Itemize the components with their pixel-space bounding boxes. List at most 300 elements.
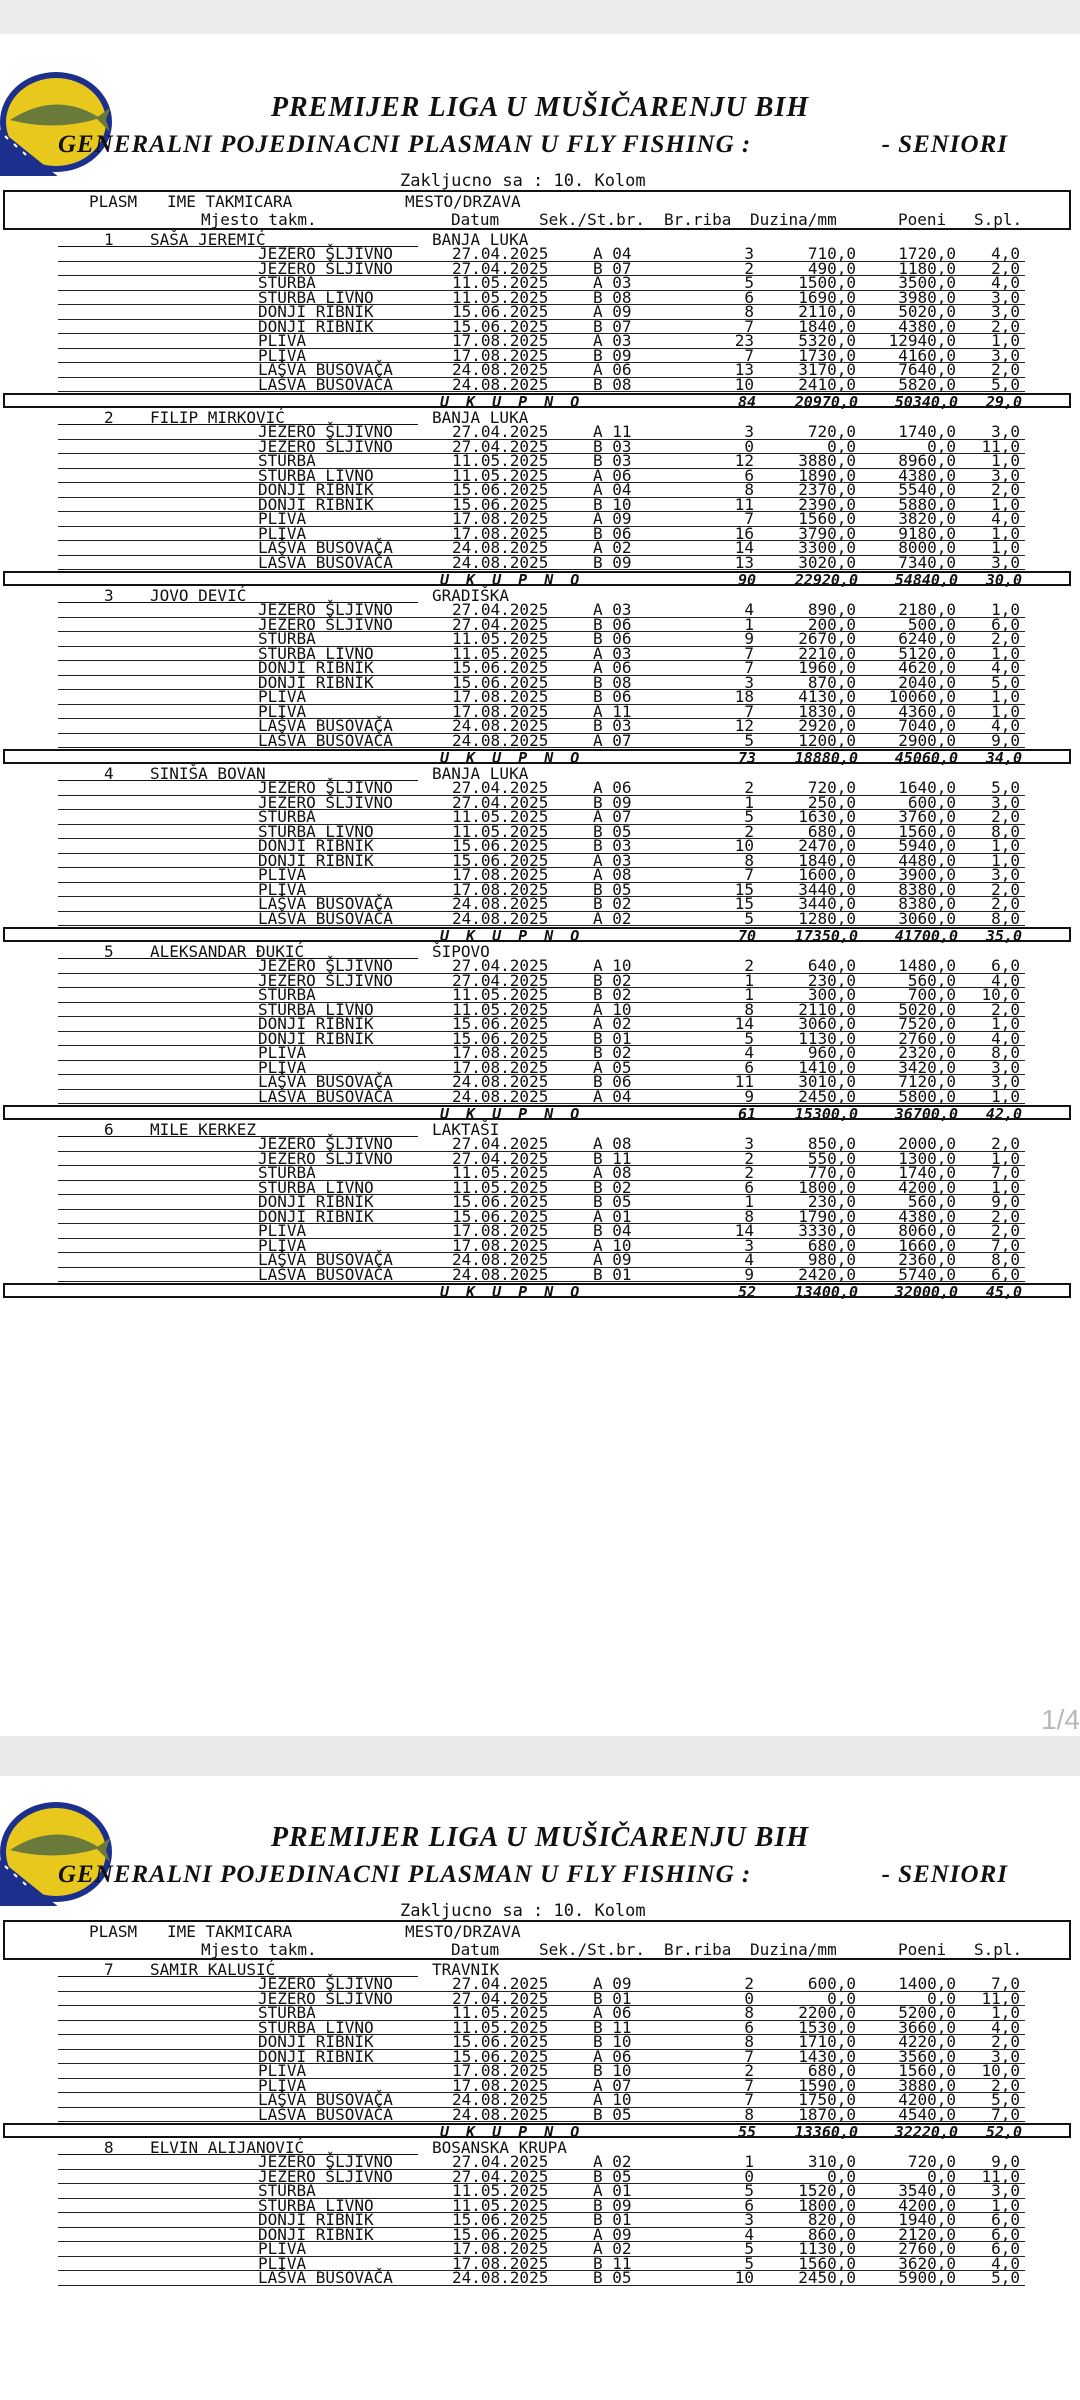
venue-cell: DONJI RIBNIK (258, 2210, 374, 2229)
column-header-box (3, 1920, 1071, 1960)
page-number: 1/4 (1041, 1704, 1080, 1735)
date-cell: 27.04.2025 (452, 614, 549, 634)
competitor-name: FILIP MIRKOVIĆ (150, 408, 285, 427)
sector-cell: B 05 (593, 879, 632, 899)
points-cell: 0,0 (927, 436, 956, 456)
sector-cell: B 11 (593, 2017, 632, 2037)
sector-place-cell: 3,0 (991, 345, 1020, 365)
points-cell: 8060,0 (898, 1221, 956, 1240)
venue-cell: STURBA LIVNO (258, 287, 374, 307)
date-cell: 27.04.2025 (452, 258, 549, 278)
sector-place-cell: 1,0 (991, 538, 1020, 557)
points-cell: 560,0 (907, 970, 956, 990)
competitor-city: LAKTAŠI (432, 1120, 500, 1139)
date-cell: 17.08.2025 (452, 879, 549, 899)
sector-place-cell: 1,0 (991, 1014, 1020, 1033)
fish-count-cell: 8 (744, 2003, 754, 2022)
date-cell: 27.04.2025 (452, 1974, 549, 1993)
total-label: U K U P N O (440, 1105, 584, 1123)
venue-cell: JEZERO ŠLJIVNO (258, 970, 393, 990)
sector-place-cell: 2,0 (991, 1206, 1020, 1226)
length-cell: 1130,0 (798, 2239, 856, 2258)
venue-cell: PLIVA (258, 331, 307, 350)
fish-count-cell: 23 (734, 331, 754, 350)
competitor-name: SINIŠA BOVAN (150, 764, 266, 783)
fish-count-cell: 10 (734, 2268, 754, 2287)
length-cell: 3790,0 (798, 523, 856, 543)
document-title: PREMIJER LIGA U MUŠIČARENJU BIH (270, 1822, 810, 1853)
date-cell: 15.06.2025 (452, 2046, 549, 2066)
length-cell: 1520,0 (798, 2181, 856, 2200)
date-cell: 24.08.2025 (452, 2090, 549, 2109)
points-cell: 1560,0 (898, 821, 956, 841)
length-cell: 1630,0 (798, 807, 856, 826)
fish-count-cell: 11 (734, 494, 754, 514)
competitor-city: TRAVNIK (432, 1960, 500, 1979)
fish-count-cell: 6 (744, 287, 754, 307)
fish-count-cell: 0 (744, 436, 754, 456)
length-cell: 2110,0 (798, 302, 856, 321)
document-title: PREMIJER LIGA U MUŠIČARENJU BIH (270, 92, 810, 123)
fish-count-cell: 9 (744, 629, 754, 648)
sector-cell: A 02 (593, 2239, 632, 2258)
sector-place-cell: 2,0 (991, 2075, 1020, 2095)
length-cell: 550,0 (807, 1148, 856, 1168)
length-cell: 1130,0 (798, 1028, 856, 1048)
col-city: MESTO/DRZAVA (405, 192, 521, 211)
venue-cell: LAŠVA BUSOVAČA (258, 552, 393, 572)
sector-cell: A 03 (593, 331, 632, 350)
sector-place-cell: 8,0 (991, 821, 1020, 841)
length-cell: 3020,0 (798, 552, 856, 572)
col-length: Duzina/mm (750, 1940, 837, 1959)
venue-cell: PLIVA (258, 2075, 307, 2095)
col-date: Datum (451, 1940, 500, 1959)
date-cell: 17.08.2025 (452, 331, 549, 350)
sector-place-cell: 7,0 (991, 1974, 1020, 1993)
length-cell: 0,0 (827, 1988, 856, 2008)
sector-place-cell: 4,0 (991, 2017, 1020, 2037)
competitor-city: GRADIŠKA (432, 586, 510, 605)
venue-cell: JEZERO ŠLJIVNO (258, 2166, 393, 2186)
fish-count-cell: 7 (744, 2075, 754, 2095)
fish-count-cell: 14 (734, 1014, 754, 1033)
fish-count-cell: 4 (744, 1043, 754, 1062)
date-cell: 24.08.2025 (452, 716, 549, 735)
length-cell: 720,0 (807, 422, 856, 441)
sector-place-cell: 1,0 (991, 523, 1020, 543)
sector-cell: A 06 (593, 360, 632, 379)
length-cell: 2200,0 (798, 2003, 856, 2022)
venue-cell: STURBA (258, 451, 316, 470)
sector-place-cell: 7,0 (991, 2104, 1020, 2124)
venue-cell: LAŠVA BUSOVAČA (258, 1086, 393, 1106)
sector-cell: B 06 (593, 614, 632, 634)
points-cell: 3980,0 (898, 287, 956, 307)
col-plasm: PLASM (89, 192, 138, 211)
sector-cell: B 02 (593, 1043, 632, 1062)
date-cell: 24.08.2025 (452, 730, 549, 750)
length-cell: 3330,0 (798, 1221, 856, 1240)
competitor-block (0, 1960, 1080, 2141)
venue-cell: DONJI RIBNIK (258, 480, 374, 499)
sector-cell: A 09 (593, 2224, 632, 2244)
date-cell: 15.06.2025 (452, 1014, 549, 1033)
date-cell: 11.05.2025 (452, 643, 549, 663)
competitor-block (0, 230, 1080, 411)
length-cell: 2370,0 (798, 480, 856, 499)
length-cell: 230,0 (807, 970, 856, 990)
sector-cell: A 10 (593, 956, 632, 975)
fish-count-cell: 1 (744, 2152, 754, 2171)
points-cell: 4540,0 (898, 2104, 956, 2124)
total-length-cell: 17350,0 (794, 927, 858, 945)
sector-place-cell: 2,0 (991, 258, 1020, 278)
fish-count-cell: 14 (734, 538, 754, 557)
length-cell: 200,0 (807, 614, 856, 634)
placement: 1 (104, 230, 114, 249)
venue-cell: PLIVA (258, 2061, 307, 2080)
sector-cell: B 02 (593, 894, 632, 913)
venue-cell: JEZERO ŠLJIVNO (258, 600, 393, 619)
length-cell: 2110,0 (798, 999, 856, 1019)
venue-cell: LAŠVA BUSOVAČA (258, 1250, 393, 1269)
sector-place-cell: 11,0 (981, 436, 1020, 456)
fish-count-cell: 9 (744, 1086, 754, 1106)
date-cell: 27.04.2025 (452, 1988, 549, 2008)
date-cell: 15.06.2025 (452, 2032, 549, 2051)
sector-cell: B 01 (593, 2210, 632, 2229)
points-cell: 5900,0 (898, 2268, 956, 2287)
venue-cell: PLIVA (258, 509, 307, 528)
points-cell: 2320,0 (898, 1043, 956, 1062)
points-cell: 1300,0 (898, 1148, 956, 1168)
sector-cell: A 06 (593, 778, 632, 797)
subtitle-left: GENERALNI POJEDINACNI PLASMAN U FLY FISHING : (58, 1861, 752, 1888)
sector-cell: A 04 (593, 244, 632, 263)
fish-count-cell: 6 (744, 1057, 754, 1077)
fish-count-cell: 4 (744, 600, 754, 619)
sector-place-cell: 3,0 (991, 792, 1020, 812)
closed-round-note: Zakljucno sa : 10. Kolom (400, 1901, 646, 1921)
sector-place-cell: 1,0 (991, 1086, 1020, 1106)
fish-count-cell: 16 (734, 523, 754, 543)
venue-cell: STURBA (258, 629, 316, 648)
date-cell: 27.04.2025 (452, 778, 549, 797)
length-cell: 1690,0 (798, 287, 856, 307)
sector-place-cell: 1,0 (991, 1148, 1020, 1168)
points-cell: 5540,0 (898, 480, 956, 499)
sector-place-cell: 2,0 (991, 807, 1020, 826)
sector-cell: B 10 (593, 494, 632, 514)
venue-cell: DONJI RIBNIK (258, 2224, 374, 2244)
fish-count-cell: 5 (744, 273, 754, 292)
sector-place-cell: 2,0 (991, 1221, 1020, 1240)
sector-place-cell: 7,0 (991, 1163, 1020, 1182)
points-cell: 3500,0 (898, 273, 956, 292)
points-cell: 4160,0 (898, 345, 956, 365)
points-cell: 1400,0 (898, 1974, 956, 1993)
sector-cell: B 10 (593, 2061, 632, 2080)
sector-cell: A 03 (593, 273, 632, 292)
fish-count-cell: 6 (744, 465, 754, 485)
points-cell: 5740,0 (898, 1264, 956, 1284)
points-cell: 5800,0 (898, 1086, 956, 1106)
fish-count-cell: 6 (744, 2017, 754, 2037)
sector-place-cell: 4,0 (991, 970, 1020, 990)
length-cell: 1890,0 (798, 465, 856, 485)
col-plasm: PLASM (89, 1922, 138, 1941)
fish-count-cell: 3 (744, 2210, 754, 2229)
points-cell: 10060,0 (888, 687, 956, 706)
venue-cell: STURBA LIVNO (258, 2017, 374, 2037)
length-cell: 1560,0 (798, 2253, 856, 2273)
competitor-name: SAMIR KALUSIĆ (150, 1960, 276, 1979)
points-cell: 8960,0 (898, 451, 956, 470)
length-cell: 310,0 (807, 2152, 856, 2171)
fish-count-cell: 5 (744, 1028, 754, 1048)
venue-cell: DONJI RIBNIK (258, 1192, 374, 1211)
points-cell: 500,0 (907, 614, 956, 634)
competitor-city: BANJA LUKA (432, 230, 529, 249)
fish-count-cell: 8 (744, 302, 754, 321)
length-cell: 4130,0 (798, 687, 856, 706)
competitor-block (0, 1120, 1080, 1301)
sector-cell: A 03 (593, 850, 632, 870)
competitor-name: MILE KERKEZ (150, 1120, 256, 1139)
sector-place-cell: 1,0 (991, 600, 1020, 619)
fish-count-cell: 10 (734, 374, 754, 394)
competitor-block (0, 586, 1080, 767)
length-cell: 860,0 (807, 2224, 856, 2244)
sector-cell: A 08 (593, 865, 632, 884)
date-cell: 27.04.2025 (452, 1148, 549, 1168)
subtitle-left: GENERALNI POJEDINACNI PLASMAN U FLY FISHING : (58, 131, 752, 158)
fish-count-cell: 3 (744, 1235, 754, 1255)
fish-count-cell: 6 (744, 2195, 754, 2215)
points-cell: 3820,0 (898, 509, 956, 528)
sector-place-cell: 1,0 (991, 494, 1020, 514)
venue-cell: LAŠVA BUSOVAČA (258, 908, 393, 928)
points-cell: 1940,0 (898, 2210, 956, 2229)
fish-count-cell: 1 (744, 985, 754, 1004)
venue-cell: PLIVA (258, 865, 307, 884)
column-header-box (3, 190, 1071, 230)
length-cell: 0,0 (827, 2166, 856, 2186)
fish-count-cell: 2 (744, 1974, 754, 1993)
points-cell: 8380,0 (898, 879, 956, 899)
total-sector-place-cell: 29,0 (985, 393, 1022, 411)
venue-cell: DONJI RIBNIK (258, 658, 374, 677)
placement: 2 (104, 408, 114, 427)
sector-place-cell: 2,0 (991, 1134, 1020, 1153)
sector-cell: B 02 (593, 985, 632, 1004)
fish-count-cell: 2 (744, 258, 754, 278)
sector-place-cell: 1,0 (991, 701, 1020, 721)
venue-cell: DONJI RIBNIK (258, 1206, 374, 1226)
points-cell: 4380,0 (898, 465, 956, 485)
fish-count-cell: 8 (744, 2104, 754, 2124)
points-cell: 1660,0 (898, 1235, 956, 1255)
length-cell: 5320,0 (798, 331, 856, 350)
date-cell: 27.04.2025 (452, 792, 549, 812)
total-points-cell: 32220,0 (894, 2123, 958, 2141)
date-cell: 17.08.2025 (452, 2253, 549, 2273)
venue-cell: PLIVA (258, 1057, 307, 1077)
points-cell: 5880,0 (898, 494, 956, 514)
total-row (3, 927, 1071, 945)
venue-cell: LAŠVA BUSOVAČA (258, 2090, 393, 2109)
length-cell: 1410,0 (798, 1057, 856, 1077)
venue-cell: DONJI RIBNIK (258, 1028, 374, 1048)
col-sector-place: S.pl. (974, 1940, 1023, 1959)
length-cell: 300,0 (807, 985, 856, 1004)
fish-count-cell: 6 (744, 1177, 754, 1197)
venue-cell: JEZERO ŠLJIVNO (258, 778, 393, 797)
total-row (3, 2123, 1071, 2141)
fish-count-cell: 2 (744, 956, 754, 975)
date-cell: 11.05.2025 (452, 2003, 549, 2022)
sector-cell: A 01 (593, 2181, 632, 2200)
sector-place-cell: 5,0 (991, 2090, 1020, 2109)
date-cell: 17.08.2025 (452, 509, 549, 528)
fish-count-cell: 13 (734, 552, 754, 572)
sector-place-cell: 2,0 (991, 316, 1020, 336)
points-cell: 3760,0 (898, 807, 956, 826)
points-cell: 0,0 (927, 2166, 956, 2186)
sector-place-cell: 4,0 (991, 244, 1020, 263)
total-label: U K U P N O (440, 2123, 584, 2141)
fish-count-cell: 8 (744, 2032, 754, 2051)
points-cell: 600,0 (907, 792, 956, 812)
total-length-cell: 13400,0 (794, 1283, 858, 1301)
total-length-cell: 18880,0 (794, 749, 858, 767)
sector-place-cell: 6,0 (991, 2239, 1020, 2258)
points-cell: 0,0 (927, 1988, 956, 2008)
venue-cell: JEZERO ŠLJIVNO (258, 258, 393, 278)
sector-cell: A 02 (593, 908, 632, 928)
date-cell: 17.08.2025 (452, 1235, 549, 1255)
sector-cell: A 03 (593, 643, 632, 663)
fish-count-cell: 12 (734, 716, 754, 735)
sector-place-cell: 5,0 (991, 2268, 1020, 2287)
placement: 8 (104, 2138, 114, 2157)
total-sector-place-cell: 30,0 (985, 571, 1022, 589)
sector-place-cell: 1,0 (991, 2003, 1020, 2022)
length-cell: 1730,0 (798, 345, 856, 365)
competitor-block (0, 408, 1080, 589)
sector-cell: A 03 (593, 600, 632, 619)
date-cell: 27.04.2025 (452, 970, 549, 990)
sector-cell: B 05 (593, 1192, 632, 1211)
fish-count-cell: 2 (744, 778, 754, 797)
date-cell: 15.06.2025 (452, 2210, 549, 2229)
points-cell: 3900,0 (898, 865, 956, 884)
points-cell: 1720,0 (898, 244, 956, 263)
date-cell: 24.08.2025 (452, 374, 549, 394)
fish-count-cell: 4 (744, 1250, 754, 1269)
points-cell: 720,0 (907, 2152, 956, 2171)
length-cell: 2470,0 (798, 836, 856, 855)
fish-count-cell: 3 (744, 1134, 754, 1153)
date-cell: 17.08.2025 (452, 1043, 549, 1062)
points-cell: 7040,0 (898, 716, 956, 735)
sector-place-cell: 6,0 (991, 614, 1020, 634)
sector-place-cell: 1,0 (991, 850, 1020, 870)
venue-cell: LAŠVA BUSOVAČA (258, 894, 393, 913)
points-cell: 12940,0 (888, 331, 956, 350)
sector-place-cell: 4,0 (991, 273, 1020, 292)
length-cell: 820,0 (807, 2210, 856, 2229)
length-cell: 1800,0 (798, 1177, 856, 1197)
venue-cell: LAŠVA BUSOVAČA (258, 360, 393, 379)
date-cell: 11.05.2025 (452, 2181, 549, 2200)
date-cell: 15.06.2025 (452, 658, 549, 677)
sector-place-cell: 4,0 (991, 509, 1020, 528)
date-cell: 15.06.2025 (452, 836, 549, 855)
fish-count-cell: 7 (744, 701, 754, 721)
sector-cell: B 04 (593, 1221, 632, 1240)
total-points-cell: 32000,0 (894, 1283, 958, 1301)
total-length-cell: 22920,0 (794, 571, 858, 589)
date-cell: 11.05.2025 (452, 287, 549, 307)
sector-cell: A 10 (593, 1235, 632, 1255)
col-sector: Sek./St.br. (539, 1940, 645, 1959)
competitor-block (0, 942, 1080, 1123)
venue-cell: LAŠVA BUSOVAČA (258, 374, 393, 394)
date-cell: 24.08.2025 (452, 1086, 549, 1106)
sector-cell: B 08 (593, 672, 632, 692)
col-points: Poeni (898, 210, 947, 229)
points-cell: 7120,0 (898, 1072, 956, 1091)
fish-count-cell: 3 (744, 672, 754, 692)
venue-cell: JEZERO ŠLJIVNO (258, 2152, 393, 2171)
competitor-name: JOVO DEVIĆ (150, 586, 247, 605)
length-cell: 1430,0 (798, 2046, 856, 2066)
sector-place-cell: 11,0 (981, 2166, 1020, 2186)
date-cell: 11.05.2025 (452, 451, 549, 470)
sector-place-cell: 3,0 (991, 422, 1020, 441)
date-cell: 17.08.2025 (452, 2061, 549, 2080)
points-cell: 3060,0 (898, 908, 956, 928)
date-cell: 11.05.2025 (452, 807, 549, 826)
points-cell: 3560,0 (898, 2046, 956, 2066)
venue-cell: JEZERO ŠLJIVNO (258, 1134, 393, 1153)
total-fish-cell: 90 (737, 571, 756, 589)
length-cell: 680,0 (807, 821, 856, 841)
date-cell: 15.06.2025 (452, 494, 549, 514)
venue-cell: PLIVA (258, 1235, 307, 1255)
length-cell: 870,0 (807, 672, 856, 692)
col-venue: Mjesto takm. (201, 210, 317, 229)
points-cell: 5940,0 (898, 836, 956, 855)
date-cell: 24.08.2025 (452, 894, 549, 913)
sector-place-cell: 3,0 (991, 1072, 1020, 1091)
sector-place-cell: 3,0 (991, 552, 1020, 572)
closed-round-note: Zakljucno sa : 10. Kolom (400, 171, 646, 191)
points-cell: 4200,0 (898, 1177, 956, 1197)
sector-place-cell: 10,0 (981, 985, 1020, 1004)
total-fish-cell: 84 (737, 393, 756, 411)
sector-place-cell: 8,0 (991, 1043, 1020, 1062)
length-cell: 3880,0 (798, 451, 856, 470)
fish-count-cell: 2 (744, 1163, 754, 1182)
points-cell: 3420,0 (898, 1057, 956, 1077)
date-cell: 15.06.2025 (452, 302, 549, 321)
sector-place-cell: 2,0 (991, 999, 1020, 1019)
sector-cell: B 09 (593, 792, 632, 812)
venue-cell: DONJI RIBNIK (258, 316, 374, 336)
